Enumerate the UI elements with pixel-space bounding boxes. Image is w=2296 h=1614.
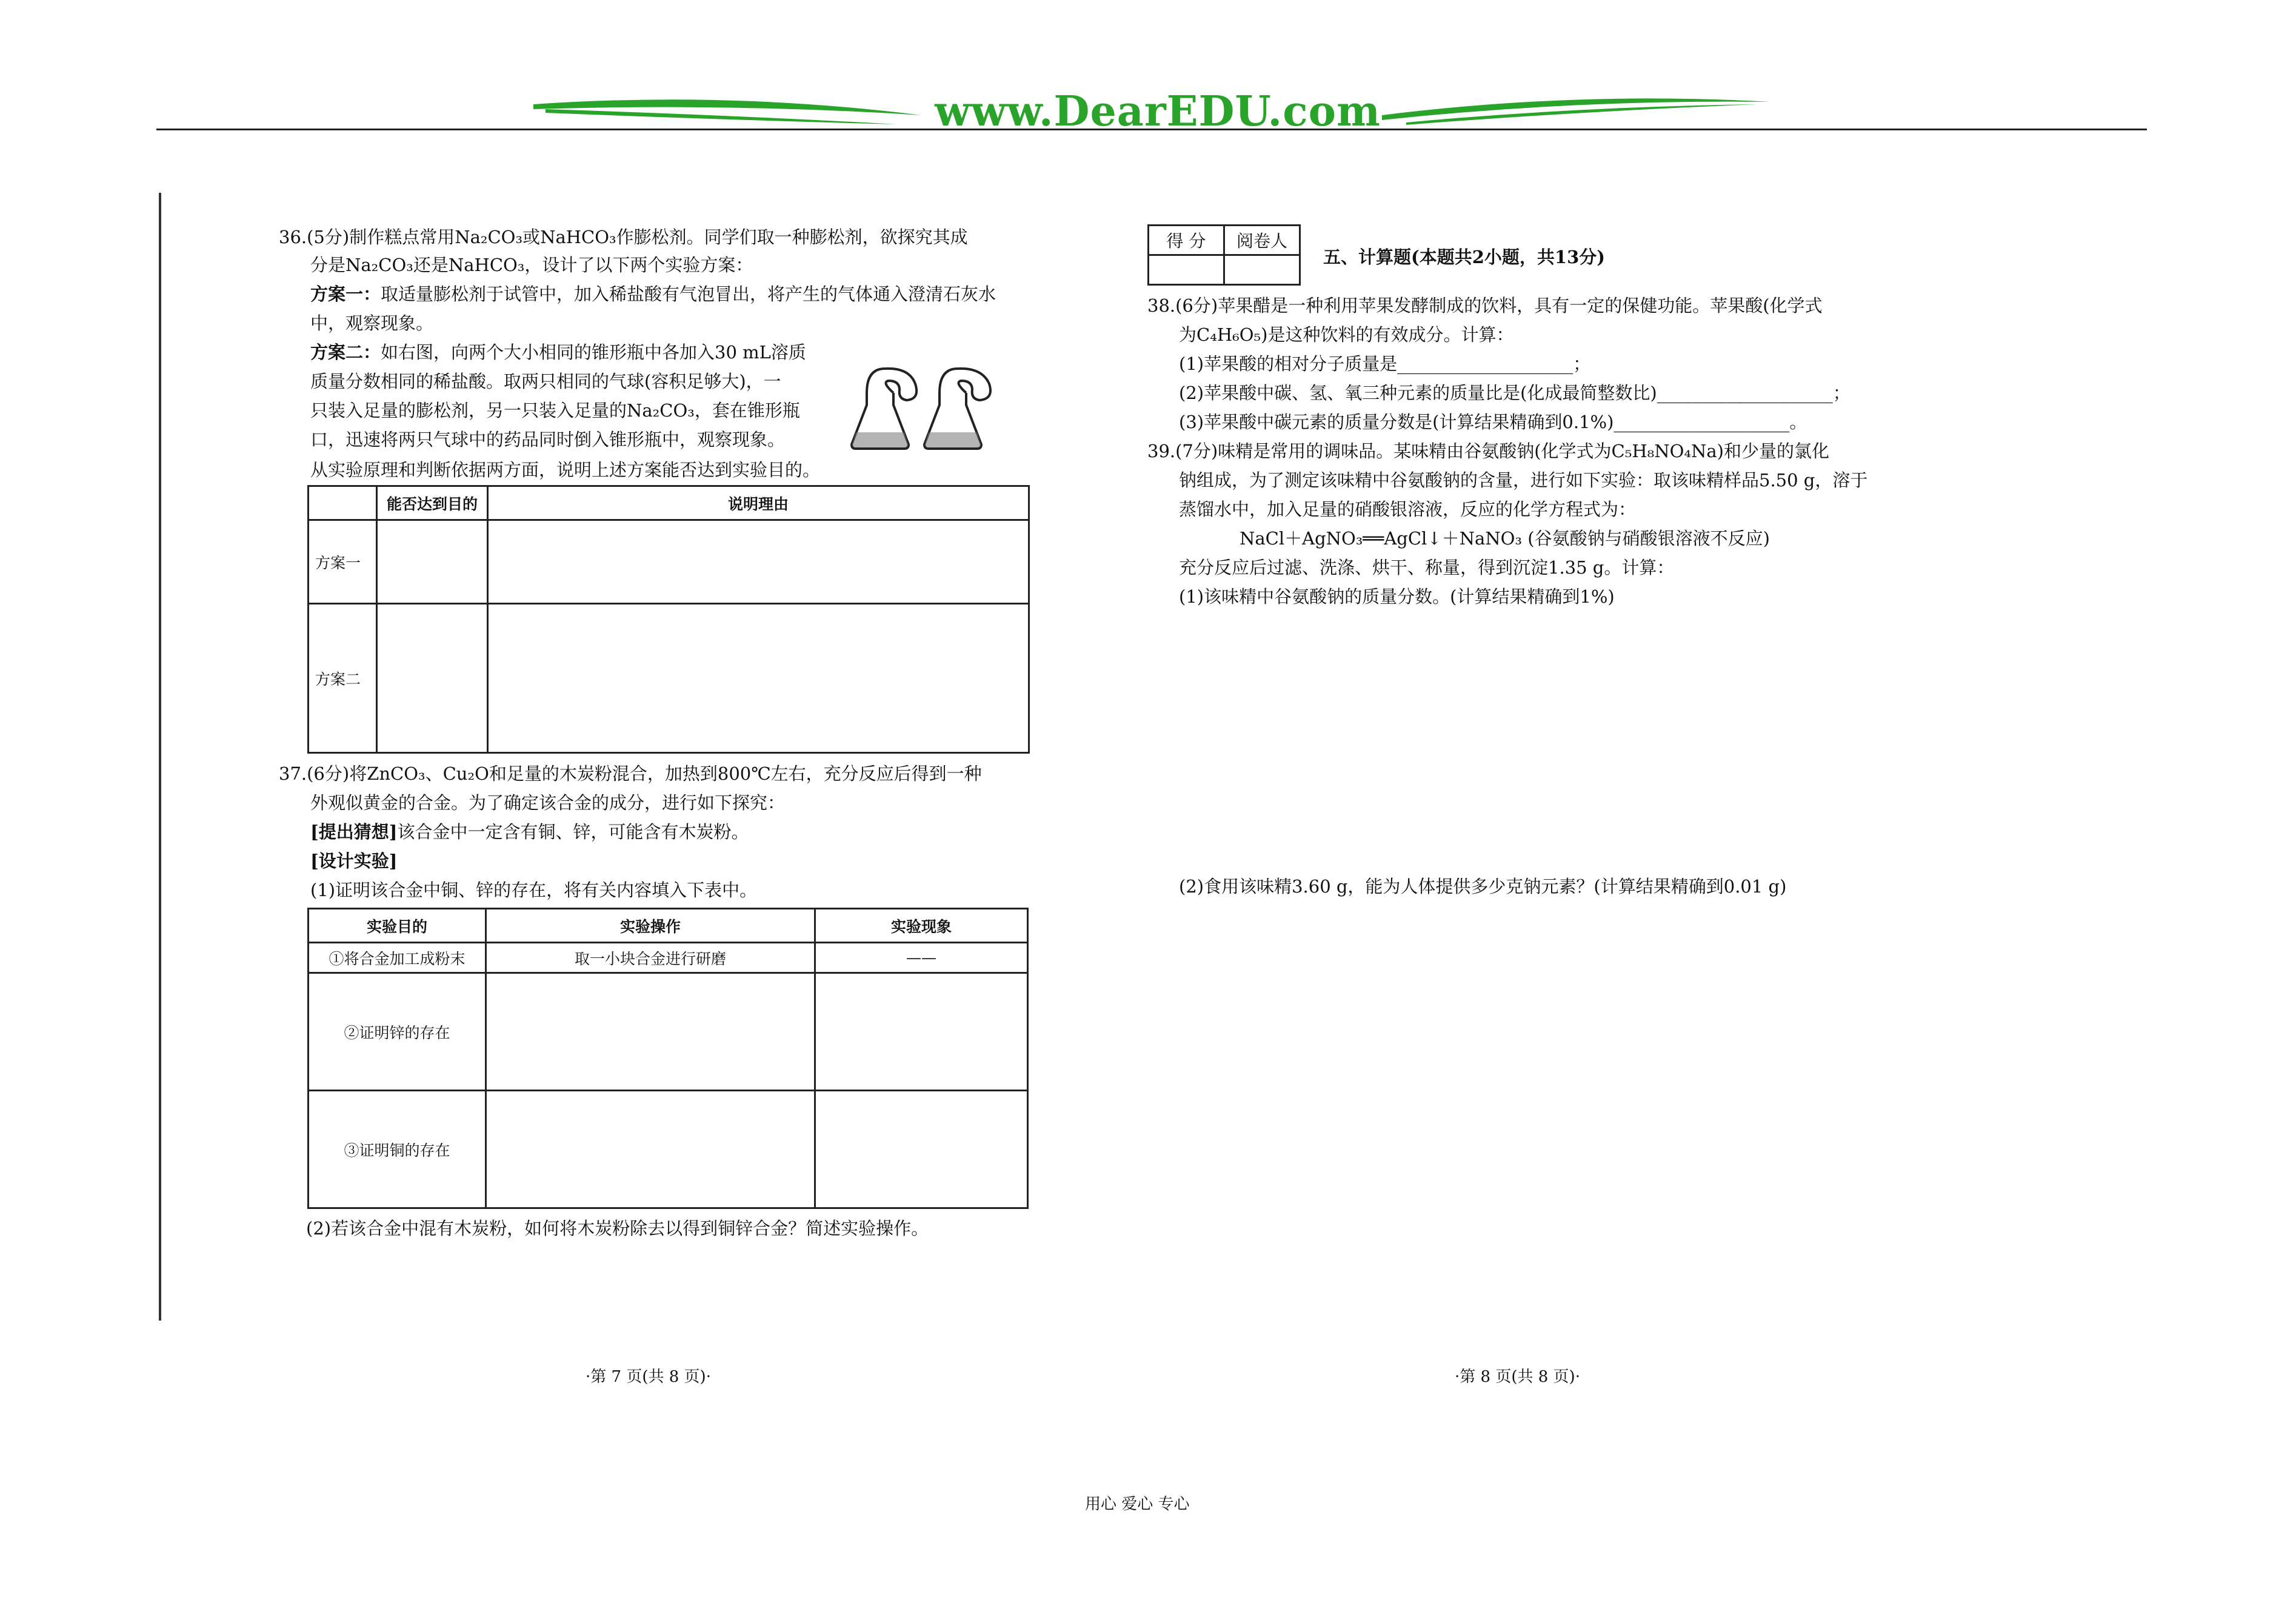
q36-table-corner: [309, 486, 377, 520]
q37-experiment-table: [307, 908, 1029, 1209]
page8-footer: ·第 8 页(共 8 页)·: [1455, 1368, 1580, 1386]
grader-cell[interactable]: [1224, 255, 1300, 285]
q36-plan2-reason-cell[interactable]: [488, 604, 1029, 753]
q37-sub2: (2)若该合金中混有木炭粉，如何将木炭粉除去以得到铜锌合金？简述实验操作。: [306, 1218, 929, 1239]
header-rule: [156, 129, 2147, 130]
q36-table-row-plan2: 方案二: [309, 604, 377, 753]
section-title: 五、计算题(本题共2小题，共13分): [1323, 247, 1605, 267]
q36-answer-table: [307, 485, 1030, 754]
green-swoosh-left-icon: [533, 91, 921, 127]
q37-r3-operation-cell[interactable]: [486, 1091, 815, 1208]
score-cell[interactable]: [1149, 255, 1224, 285]
q37-sub1: (1)证明该合金中铜、锌的存在，将有关内容填入下表中。: [310, 880, 758, 900]
q36-table-row-plan1: 方案一: [309, 520, 377, 604]
q37-r2-purpose: ②证明锌的存在: [309, 973, 486, 1091]
q39-s2: (2)食用该味精3.60 g，能为人体提供多少克钠元素？(计算结果精确到0.01 g): [1179, 876, 1787, 897]
q39-line3: 蒸馏水中，加入足量的硝酸银溶液，反应的化学方程式为：: [1179, 499, 1637, 520]
q37-header-purpose: 实验目的: [309, 909, 486, 943]
q36-plan1-cont: 中，观察现象。: [310, 313, 434, 333]
score-label: 得 分: [1149, 226, 1224, 255]
q37-header-operation: 实验操作: [486, 909, 815, 943]
q36-plan2-l4: 口，迅速将两只气球中的药品同时倒入锥形瓶中，观察现象。: [310, 429, 786, 450]
flask-balloon-diagram: [849, 357, 1000, 454]
plan2-line1: 如右图，向两个大小相同的锥形瓶中各加入30 mL溶质: [381, 342, 806, 363]
q39-s1: (1)该味精中谷氨酸钠的质量分数。(计算结果精确到1%): [1179, 586, 1615, 607]
guess-text: 该合金中一定含有铜、锌，可能含有木炭粉。: [397, 822, 749, 842]
q36-plan2-feasible-cell[interactable]: [377, 604, 488, 753]
q37-r1-operation: 取一小块合金进行研磨: [486, 943, 815, 973]
q36-table-header-reason: 说明理由: [488, 486, 1029, 520]
q38-line2: 为C₄H₆O₅)是这种饮料的有效成分。计算：: [1179, 324, 1514, 345]
q38-s2: (2)苹果酸中碳、氢、氧三种元素的质量比是(化成最简整数比)____________________；: [1179, 383, 1850, 403]
q36-plan1: [310, 280, 996, 309]
q37-guess: [310, 817, 749, 846]
site-banner: [533, 85, 1770, 136]
q36-line1: 36.(5分)制作糕点常用Na₂CO₃或NaHCO₃作膨松剂。同学们取一种膨松剂，欲探究其成: [279, 227, 968, 247]
q36-plan1-reason-cell[interactable]: [488, 520, 1029, 604]
score-table: [1147, 224, 1301, 286]
guess-label: [提出猜想]: [310, 822, 398, 842]
plan2-label: 方案二：: [310, 342, 381, 363]
q38-s3: (3)苹果酸中碳元素的质量分数是(计算结果精确到0.1%)____________________。: [1179, 412, 1807, 432]
q36-plan2-l3: 只装入足量的膨松剂，另一只装入足量的Na₂CO₃，套在锥形瓶: [310, 400, 800, 421]
q37-line1: 37.(6分)将ZnCO₃、Cu₂O和足量的木炭粉混合，加热到800℃左右，充分反应后得到一种: [279, 763, 982, 784]
q37-r1-purpose: ①将合金加工成粉末: [309, 943, 486, 973]
q37-r3-purpose: ③证明铜的存在: [309, 1091, 486, 1208]
q37-header-phenomenon: 实验现象: [815, 909, 1028, 943]
q36-line2: 分是Na₂CO₃还是NaHCO₃，设计了以下两个实验方案：: [310, 255, 753, 275]
q39-line2: 钠组成，为了测定该味精中谷氨酸钠的含量，进行如下实验：取该味精样品5.50 g，溶于: [1179, 470, 1868, 491]
q36-table-header-feasible: 能否达到目的: [377, 486, 488, 520]
q39-line4: 充分反应后过滤、洗涤、烘干、称量，得到沉淀1.35 g。计算：: [1179, 557, 1675, 578]
green-swoosh-right-icon: [1382, 91, 1770, 127]
q37-r1-phenomenon: ——: [815, 943, 1028, 973]
q36-plan1-feasible-cell[interactable]: [377, 520, 488, 604]
q37-r2-operation-cell[interactable]: [486, 973, 815, 1091]
q36-ask: 从实验原理和判断依据两方面，说明上述方案能否达到实验目的。: [310, 460, 821, 480]
site-logo-text: www.DearEDU.com: [935, 87, 1381, 136]
q37-r2-phenomenon-cell[interactable]: [815, 973, 1028, 1091]
q39-equation: NaCl＋AgNO₃══AgCl↓＋NaNO₃ (谷氨酸钠与硝酸银溶液不反应): [1240, 528, 1770, 549]
grader-label: 阅卷人: [1224, 226, 1300, 255]
page7-footer: ·第 7 页(共 8 页)·: [586, 1368, 711, 1386]
q39-line1: 39.(7分)味精是常用的调味品。某味精由谷氨酸钠(化学式为C₅H₈NO₄Na)和少量的氯化: [1147, 441, 1829, 461]
plan1-label: 方案一：: [310, 284, 381, 304]
q36-plan2-l2: 质量分数相同的稀盐酸。取两只相同的气球(容积足够大)，一: [310, 371, 781, 392]
q38-s1: (1)苹果酸的相对分子质量是____________________；: [1179, 353, 1591, 374]
q37-design-label: [设计实验]: [310, 851, 398, 871]
q38-line1: 38.(6分)苹果醋是一种利用苹果发酵制成的饮料，具有一定的保健功能。苹果酸(化学式: [1147, 295, 1823, 316]
q36-plan2: [310, 338, 806, 367]
binding-margin-line: [159, 193, 161, 1321]
plan1-text: 取适量膨松剂于试管中，加入稀盐酸有气泡冒出，将产生的气体通入澄清石灰水: [381, 284, 996, 304]
q37-r3-phenomenon-cell[interactable]: [815, 1091, 1028, 1208]
q37-line2: 外观似黄金的合金。为了确定该合金的成分，进行如下探究：: [310, 792, 786, 813]
bottom-footer: 用心 爱心 专心: [1085, 1495, 1190, 1513]
